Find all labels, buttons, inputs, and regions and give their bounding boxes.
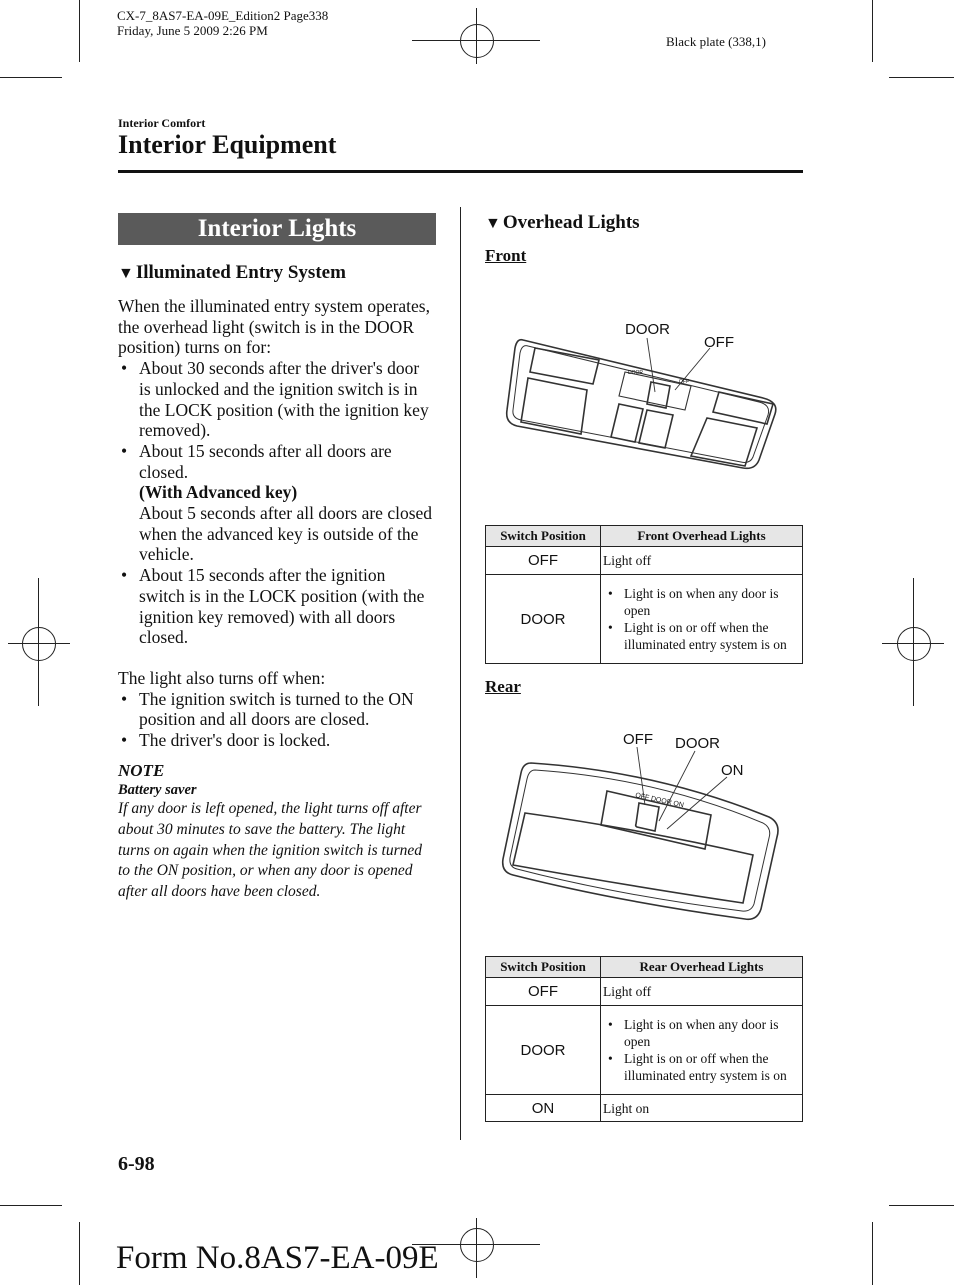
rear-overhead-light-diagram: [495, 725, 795, 930]
illuminated-entry-heading-text: Illuminated Entry System: [135, 262, 346, 283]
light-state: [601, 1006, 803, 1095]
list-item: • About 15 seconds after the ignition switch is in the LOCK position (with the ignition key removed) with all doors closed.: [118, 565, 434, 648]
form-number: Form No.8AS7-EA-09E: [116, 1240, 439, 1276]
switch-position: DOOR: [486, 1006, 601, 1095]
table-row: [486, 575, 803, 664]
front-switch-table: [485, 525, 803, 664]
advanced-key-label: (With Advanced key): [139, 482, 298, 503]
switch-position: OFF: [486, 547, 601, 575]
column-header: Switch Position: [486, 957, 601, 978]
title-rule: [118, 170, 803, 173]
front-overhead-light-diagram: [495, 310, 795, 480]
note-box: [118, 761, 426, 903]
overhead-lights-heading: [485, 212, 640, 234]
page-title: Interior Equipment: [118, 130, 337, 159]
note-subtitle: Battery saver: [118, 782, 197, 798]
registration-mark: [460, 24, 494, 58]
entry-body: [118, 296, 434, 751]
note-text: If any door is left opened, the light turns off after about 30 minutes to save the battery. The light turns on again when the ignition switch is turned to the ON position, or when any door is opened after all doors have been closed.: [118, 800, 422, 901]
off-conditions-list: [118, 689, 434, 751]
light-state: Light off: [601, 547, 803, 575]
switch-position: OFF: [486, 978, 601, 1006]
print-header-file: [117, 8, 328, 38]
entry-intro: When the illuminated entry system operates, the overhead light (switch is in the DOOR position) turns on for:: [118, 296, 430, 358]
on-conditions-list: [118, 358, 434, 648]
list-item: • Light is on or off when the illuminated entry system is on: [603, 619, 800, 653]
advanced-key-text: About 5 seconds after all doors are closed when the advanced key is outside of the vehicle.: [139, 503, 433, 565]
front-console-outline: [507, 340, 776, 469]
overhead-lights-heading-text: Overhead Lights: [502, 212, 640, 233]
table-row: [486, 547, 803, 575]
front-door-small-label: DOOR: [628, 370, 643, 376]
off-intro: The light also turns off when:: [118, 667, 326, 688]
front-label: Front: [485, 246, 527, 265]
triangle-down-icon: ▼: [118, 265, 134, 282]
rear-console-outline: [503, 763, 778, 919]
illuminated-entry-heading: [118, 262, 346, 284]
list-item: • Light is on when any door is open: [603, 585, 800, 619]
rear-door-callout: DOOR: [675, 735, 720, 752]
rear-small-switch-label: OFF DOOR ON: [634, 792, 685, 810]
print-file-line: CX-7_8AS7-EA-09E_Edition2 Page338: [117, 8, 329, 23]
list-item: • Light is on when any door is open: [603, 1016, 800, 1050]
front-off-callout: OFF: [704, 334, 734, 351]
rear-off-callout: OFF: [623, 731, 653, 748]
light-state: Light on: [601, 1095, 803, 1122]
list-item: • About 15 seconds after all doors are closed. (With Advanced key) About 5 seconds after all doors are closed when the advanced key is outside of the vehicle.: [118, 441, 434, 565]
rear-on-callout: ON: [721, 762, 744, 779]
rear-label: Rear: [485, 677, 521, 696]
page-number: 6-98: [118, 1153, 155, 1175]
column-header: Front Overhead Lights: [601, 526, 803, 547]
list-item: • About 30 seconds after the driver's door is unlocked and the ignition switch is in the LOCK position (with the ignition key removed).: [118, 358, 434, 441]
light-state: [601, 575, 803, 664]
triangle-down-icon: ▼: [485, 215, 501, 232]
print-plate: Black plate (338,1): [666, 34, 766, 49]
note-title: NOTE: [118, 761, 165, 780]
list-item: • The ignition switch is turned to the ON position and all doors are closed.: [118, 689, 434, 730]
table-row: [486, 1095, 803, 1122]
section-label: Interior Comfort: [118, 116, 206, 130]
switch-position: ON: [486, 1095, 601, 1122]
table-header-row: [486, 526, 803, 547]
list-item: • Light is on or off when the illuminated entry system is on: [603, 1050, 800, 1084]
column-header: Switch Position: [486, 526, 601, 547]
column-header: Rear Overhead Lights: [601, 957, 803, 978]
switch-position: DOOR: [486, 575, 601, 664]
registration-mark: [897, 627, 931, 661]
print-date-line: Friday, June 5 2009 2:26 PM: [117, 23, 268, 38]
table-header-row: [486, 957, 803, 978]
interior-lights-banner: Interior Lights: [118, 213, 436, 245]
front-door-callout: DOOR: [625, 321, 670, 338]
front-off-small-label: OFF: [679, 379, 689, 385]
rear-switch-table: [485, 956, 803, 1122]
table-row: [486, 978, 803, 1006]
registration-mark: [460, 1228, 494, 1262]
registration-mark: [22, 627, 56, 661]
light-state: Light off: [601, 978, 803, 1006]
column-divider: [460, 207, 461, 1140]
list-item: • The driver's door is locked.: [118, 730, 434, 751]
table-row: [486, 1006, 803, 1095]
